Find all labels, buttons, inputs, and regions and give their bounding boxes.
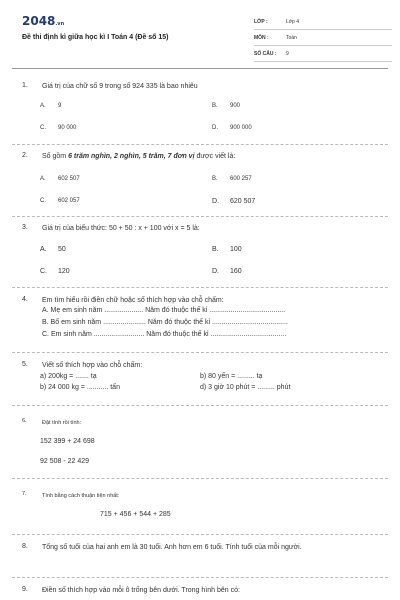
option-d[interactable] [212, 198, 255, 205]
option-label: B. [212, 246, 219, 253]
question-number: 6. [22, 418, 27, 424]
meta-value: Lớp 4 [286, 18, 300, 25]
option-value: 900 [230, 103, 241, 109]
option-label: D. [212, 198, 219, 205]
question-2 [22, 152, 378, 212]
option-a[interactable] [40, 246, 66, 253]
meta-key: LỚP : [254, 18, 268, 25]
option-a[interactable] [40, 176, 80, 182]
expression: 152 399 + 24 698 [40, 438, 95, 445]
question-number: 9. [22, 586, 28, 593]
option-c[interactable] [40, 198, 80, 204]
question-text: Giá trị của biểu thức: 50 + 50 : x + 100 với x = 5 là: [42, 225, 200, 232]
option-value: 50 [58, 246, 66, 253]
fill-d[interactable]: d) 3 giờ 10 phút = ......... phút [200, 384, 291, 391]
expression: 92 508 - 22 429 [40, 458, 90, 465]
question-text: Em tìm hiểu rồi điền chữ hoặc số thích hợp vào chỗ chấm: [42, 297, 224, 304]
separator [12, 144, 388, 145]
question-text: Viết số thích hợp vào chỗ chấm: [42, 362, 143, 369]
meta-table [254, 14, 392, 62]
question-text: Tổng số tuổi của hai anh em là 30 tuổi. Anh hơn em 6 tuổi. Tính tuổi của mỗi người. [42, 544, 302, 551]
question-text: Giá trị của chữ số 9 trong số 924 335 là bao nhiêu [42, 83, 198, 90]
exam-title: Đề thi định kì giữa học kì I Toán 4 (Đề số 15) [22, 34, 169, 41]
option-value: 100 [230, 246, 242, 253]
question-text: Điền số thích hợp vào mỗi ô trống bên dưới. Trong hình bên có: [42, 587, 240, 594]
option-d[interactable] [212, 125, 252, 131]
question-number: 8. [22, 543, 28, 550]
meta-value: Toán [286, 34, 297, 41]
separator [12, 216, 388, 217]
option-value: 160 [230, 268, 242, 275]
question-text-suffix: được viết là: [194, 153, 236, 160]
option-value: 600 257 [230, 176, 252, 182]
option-label: D. [212, 125, 218, 131]
question-7 [22, 491, 378, 531]
separator [12, 534, 388, 535]
question-text: Đặt tính rồi tính: [42, 420, 82, 426]
option-label: A. [40, 176, 46, 182]
expression: 715 + 456 + 544 + 285 [100, 511, 171, 518]
separator [12, 352, 388, 353]
question-number: 4. [22, 296, 28, 303]
meta-row-subject [254, 30, 392, 46]
fill-b[interactable]: b) 80 yến = ......... tạ [200, 373, 263, 380]
option-value: 120 [58, 268, 70, 275]
option-label: B. [212, 176, 218, 182]
option-c[interactable] [40, 268, 70, 275]
fill-a[interactable]: a) 200kg = ....... tạ [40, 373, 97, 380]
logo-main: 2048 [22, 14, 56, 28]
option-value: 900 000 [230, 125, 252, 131]
question-9 [22, 586, 378, 600]
option-b[interactable] [212, 246, 242, 253]
question-number: 1. [22, 82, 28, 89]
logo [22, 14, 64, 28]
separator [12, 287, 388, 288]
separator [12, 405, 388, 406]
option-b[interactable] [212, 103, 240, 109]
question-1 [22, 82, 378, 142]
fill-line[interactable]: C. Em sinh năm .......................... Năm đó thuộc thế kỉ ....................................... [42, 331, 287, 338]
question-5 [22, 361, 378, 401]
question-number: 5. [22, 361, 28, 368]
meta-row-class [254, 14, 392, 30]
question-text-bold: 6 trăm nghìn, 2 nghìn, 5 trăm, 7 đơn vị [68, 153, 195, 160]
page-header [22, 14, 382, 64]
question-6 [22, 418, 378, 478]
option-c[interactable] [40, 125, 76, 131]
option-value: 602 057 [58, 198, 80, 204]
question-text: Tính bằng cách thuận tiện nhất: [42, 493, 120, 499]
meta-row-count [254, 46, 392, 62]
question-text-prefix: Số gồm [42, 153, 69, 160]
separator [12, 577, 388, 578]
option-value: 602 507 [58, 176, 80, 182]
meta-key: MÔN : [254, 34, 269, 41]
fill-c[interactable]: b) 24 000 kg = ........... tấn [40, 384, 120, 391]
option-d[interactable] [212, 268, 242, 275]
question-number: 2. [22, 152, 28, 159]
separator [12, 478, 388, 479]
logo-suffix: .vn [55, 21, 65, 27]
question-number: 3. [22, 224, 28, 231]
meta-value: 9 [286, 50, 289, 57]
option-a[interactable] [40, 103, 61, 109]
question-8 [22, 543, 378, 571]
meta-key: SỐ CÂU : [254, 50, 277, 57]
fill-line[interactable]: A. Mẹ em sinh năm .................... Năm đó thuộc thế kỉ ....................................... [42, 307, 286, 314]
option-label: A. [40, 103, 46, 109]
header-divider [12, 68, 388, 69]
option-value: 90 000 [58, 125, 77, 131]
option-value: 9 [58, 103, 62, 109]
fill-line[interactable]: B. Bố em sinh năm ...................... Năm đó thuộc thế kỉ ....................................... [42, 319, 288, 326]
option-value: 620 507 [230, 198, 256, 205]
question-4 [22, 296, 378, 346]
option-label: C. [40, 198, 46, 204]
option-label: B. [212, 103, 218, 109]
option-label: D. [212, 268, 219, 275]
option-label: C. [40, 125, 46, 131]
option-label: A. [40, 246, 47, 253]
option-b[interactable] [212, 176, 252, 182]
question-3 [22, 224, 378, 284]
question-text [42, 152, 378, 162]
option-label: C. [40, 268, 47, 275]
question-number: 7. [22, 491, 27, 497]
